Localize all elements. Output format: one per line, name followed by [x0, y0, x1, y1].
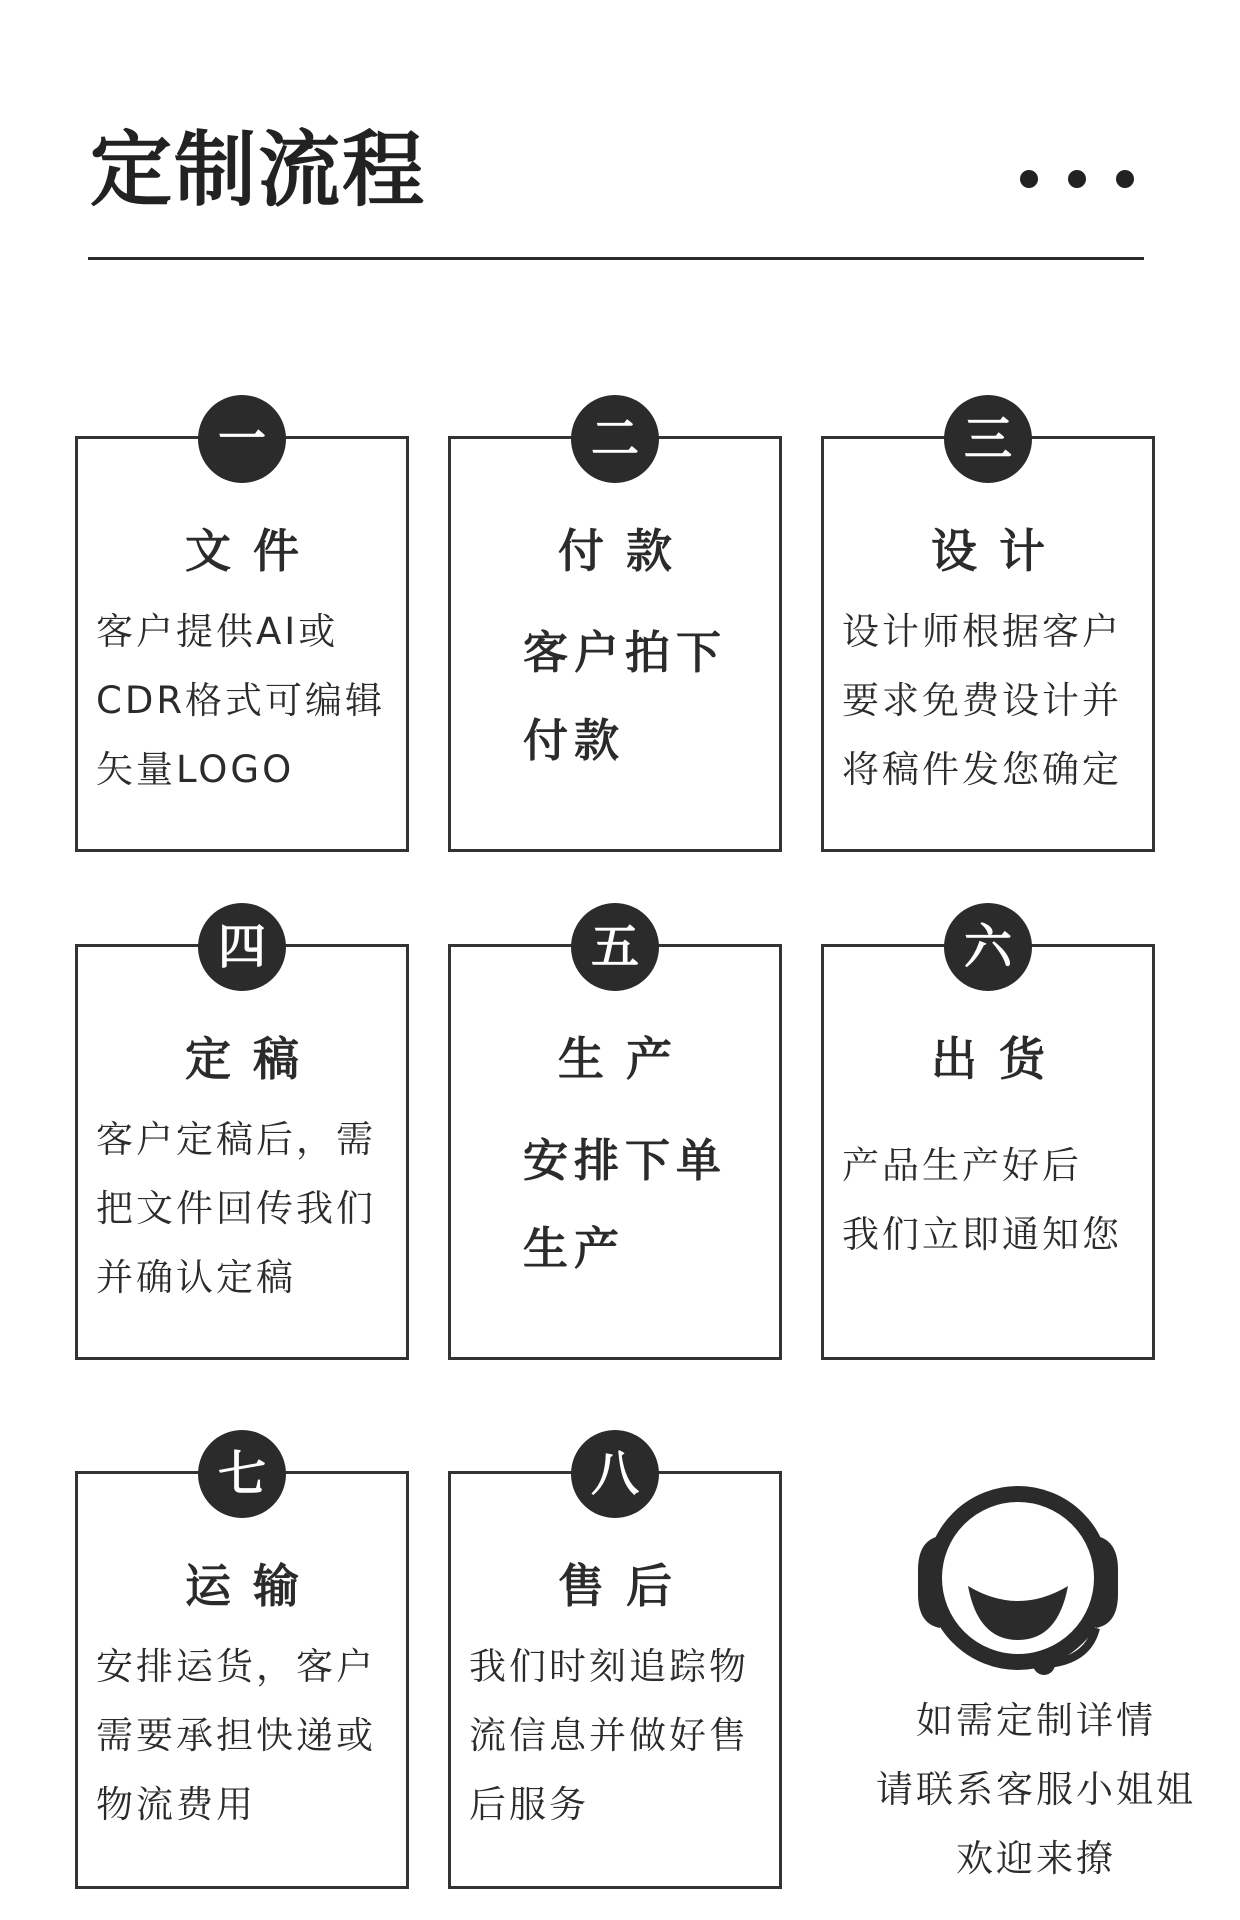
step-card-6: [821, 919, 1155, 1360]
customer-service-headset-icon: [898, 1478, 1138, 1678]
step-card-5: [448, 919, 782, 1360]
step-card-3: [821, 411, 1155, 852]
more-dots-icon: [1012, 170, 1142, 200]
step-description: 产品生产好后 我们立即通知您: [842, 1144, 1122, 1256]
step-card-4: [75, 919, 409, 1360]
step-description: 客户定稿后，需 把文件回传我们 并确认定稿: [96, 1118, 376, 1299]
step-number-badge: 三: [944, 395, 1032, 483]
step-title: 售后: [558, 1559, 694, 1613]
step-number-badge: 六: [944, 903, 1032, 991]
step-number-badge: 七: [198, 1430, 286, 1518]
step-description: 我们时刻追踪物 流信息并做好售 后服务: [469, 1645, 749, 1826]
step-title: 文件: [185, 524, 321, 578]
step-title: 生产: [558, 1032, 694, 1086]
step-card-7: [75, 1446, 409, 1889]
step-title: 运输: [185, 1559, 321, 1613]
step-card-8: [448, 1446, 782, 1889]
step-title: 出货: [931, 1032, 1067, 1086]
step-title: 定稿: [185, 1032, 321, 1086]
step-number-badge: 二: [571, 395, 659, 483]
step-description: 设计师根据客户 要求免费设计并 将稿件发您确定: [842, 610, 1122, 791]
support-message: 如需定制详情 请联系客服小姐姐 欢迎来撩: [876, 1699, 1196, 1880]
step-description: 安排运货，客户 需要承担快递或 物流费用: [96, 1645, 376, 1826]
step-number-badge: 四: [198, 903, 286, 991]
page-title: 定制流程: [90, 123, 427, 218]
step-title: 设计: [931, 524, 1067, 578]
header-divider: [88, 257, 1144, 260]
step-card-2: [448, 411, 782, 852]
step-number-badge: 八: [571, 1430, 659, 1518]
step-description: 客户拍下 付款: [523, 626, 728, 767]
customer-service-block: [826, 1478, 1240, 1908]
step-title: 付款: [558, 524, 694, 578]
step-number-badge: 五: [571, 903, 659, 991]
step-description: 客户提供AI或 CDR格式可编辑 矢量LOGO: [96, 610, 386, 791]
step-number-badge: 一: [198, 395, 286, 483]
step-card-1: [75, 411, 409, 852]
step-description: 安排下单 生产: [523, 1134, 728, 1275]
